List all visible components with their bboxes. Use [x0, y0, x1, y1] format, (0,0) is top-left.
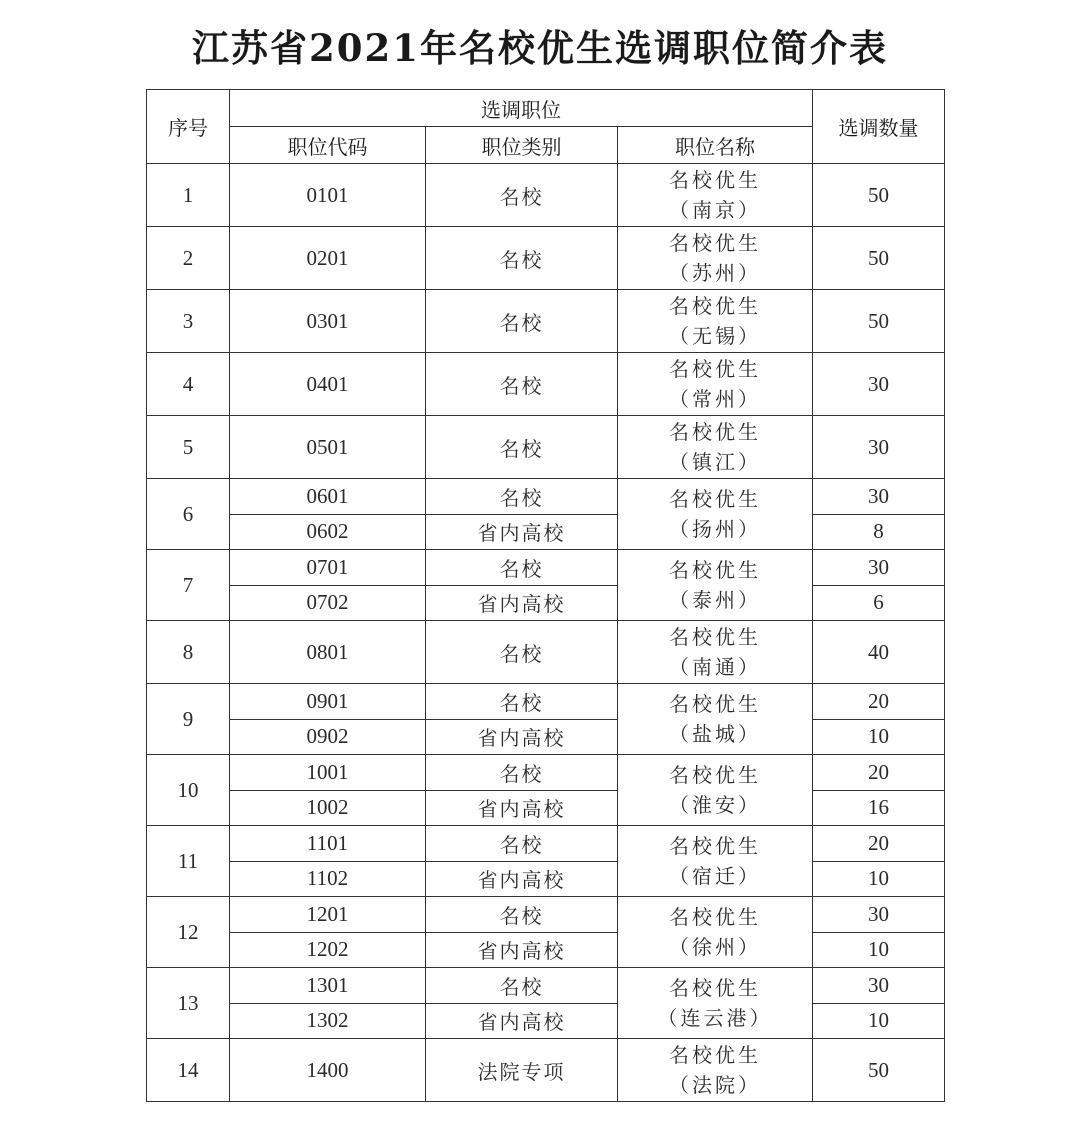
cell-position-name	[618, 550, 813, 621]
position-name-line1: 名校优生	[669, 294, 761, 318]
cell-category: 名校	[426, 755, 618, 791]
cell-seq: 13	[147, 968, 230, 1039]
position-name-line2: （徐州）	[669, 935, 761, 959]
cell-category: 省内高校	[426, 585, 618, 621]
cell-category: 名校	[426, 416, 618, 479]
header-seq: 序号	[147, 90, 230, 164]
cell-category: 名校	[426, 968, 618, 1004]
position-name-line2: （泰州）	[669, 588, 761, 612]
cell-count: 10	[813, 1003, 945, 1039]
cell-position-name	[618, 755, 813, 826]
table-row	[147, 790, 945, 826]
cell-count: 20	[813, 826, 945, 862]
table-row	[147, 164, 945, 227]
cell-seq: 2	[147, 227, 230, 290]
position-name-line1: 名校优生	[669, 558, 761, 582]
header-category: 职位类别	[426, 127, 618, 164]
cell-category: 省内高校	[426, 861, 618, 897]
cell-code: 1301	[230, 968, 426, 1004]
cell-code: 0702	[230, 585, 426, 621]
table-row	[147, 227, 945, 290]
cell-count: 16	[813, 790, 945, 826]
cell-category: 名校	[426, 826, 618, 862]
cell-code: 1001	[230, 755, 426, 791]
cell-position-name	[618, 621, 813, 684]
cell-seq: 11	[147, 826, 230, 897]
cell-code: 0602	[230, 514, 426, 550]
table-header	[147, 90, 945, 164]
cell-position-name	[618, 353, 813, 416]
cell-code: 0901	[230, 684, 426, 720]
position-name-line1: 名校优生	[669, 487, 761, 511]
cell-count: 30	[813, 416, 945, 479]
cell-code: 1202	[230, 932, 426, 968]
position-name-line1: 名校优生	[669, 1043, 761, 1067]
cell-category: 名校	[426, 550, 618, 586]
table-row	[147, 684, 945, 720]
cell-position-name	[618, 290, 813, 353]
position-name-line2: （扬州）	[669, 517, 761, 541]
position-name-line2: （无锡）	[669, 324, 761, 348]
position-name-line2: （盐城）	[669, 722, 761, 746]
cell-count: 50	[813, 164, 945, 227]
position-name-line2: （苏州）	[669, 261, 761, 285]
cell-count: 10	[813, 719, 945, 755]
cell-code: 0301	[230, 290, 426, 353]
cell-category: 省内高校	[426, 514, 618, 550]
position-name-line2: （连云港）	[657, 1006, 773, 1030]
cell-position-name	[618, 416, 813, 479]
cell-seq: 7	[147, 550, 230, 621]
cell-count: 8	[813, 514, 945, 550]
cell-seq: 6	[147, 479, 230, 550]
table-row	[147, 353, 945, 416]
cell-count: 20	[813, 755, 945, 791]
position-name-line2: （法院）	[669, 1073, 761, 1097]
cell-position-name	[618, 164, 813, 227]
table-row	[147, 514, 945, 550]
cell-code: 1102	[230, 861, 426, 897]
cell-code: 0801	[230, 621, 426, 684]
header-position-group: 选调职位	[230, 90, 813, 127]
cell-seq: 8	[147, 621, 230, 684]
table-row	[147, 826, 945, 862]
cell-count: 30	[813, 550, 945, 586]
cell-category: 名校	[426, 164, 618, 227]
cell-category: 名校	[426, 227, 618, 290]
cell-code: 1101	[230, 826, 426, 862]
table-row	[147, 1039, 945, 1102]
cell-category: 名校	[426, 353, 618, 416]
position-name-line1: 名校优生	[669, 168, 761, 192]
position-name-line1: 名校优生	[669, 231, 761, 255]
cell-seq: 12	[147, 897, 230, 968]
table-row	[147, 755, 945, 791]
cell-category: 省内高校	[426, 790, 618, 826]
position-name-line2: （常州）	[669, 387, 761, 411]
table-row	[147, 968, 945, 1004]
position-name-line2: （南京）	[669, 198, 761, 222]
cell-count: 10	[813, 932, 945, 968]
table-row	[147, 897, 945, 933]
position-name-line2: （镇江）	[669, 450, 761, 474]
cell-category: 省内高校	[426, 1003, 618, 1039]
cell-code: 0501	[230, 416, 426, 479]
table-row	[147, 861, 945, 897]
position-name-line1: 名校优生	[669, 976, 761, 1000]
cell-category: 法院专项	[426, 1039, 618, 1102]
cell-count: 20	[813, 684, 945, 720]
cell-code: 0601	[230, 479, 426, 515]
cell-position-name	[618, 227, 813, 290]
cell-count: 10	[813, 861, 945, 897]
position-name-line1: 名校优生	[669, 357, 761, 381]
table-row	[147, 621, 945, 684]
position-name-line1: 名校优生	[669, 905, 761, 929]
page-title: 江苏省2021年名校优生选调职位简介表	[192, 26, 888, 70]
cell-count: 30	[813, 897, 945, 933]
cell-code: 1201	[230, 897, 426, 933]
cell-seq: 4	[147, 353, 230, 416]
cell-category: 名校	[426, 621, 618, 684]
table-row	[147, 1003, 945, 1039]
cell-seq: 1	[147, 164, 230, 227]
cell-count: 50	[813, 227, 945, 290]
cell-seq: 5	[147, 416, 230, 479]
cell-code: 0701	[230, 550, 426, 586]
cell-position-name	[618, 826, 813, 897]
cell-category: 名校	[426, 684, 618, 720]
cell-count: 6	[813, 585, 945, 621]
cell-code: 1302	[230, 1003, 426, 1039]
cell-category: 名校	[426, 479, 618, 515]
cell-code: 1002	[230, 790, 426, 826]
position-name-line2: （淮安）	[669, 793, 761, 817]
table-row	[147, 719, 945, 755]
cell-count: 30	[813, 479, 945, 515]
cell-category: 名校	[426, 897, 618, 933]
table-row	[147, 290, 945, 353]
cell-position-name	[618, 479, 813, 550]
cell-category: 省内高校	[426, 719, 618, 755]
table-row	[147, 416, 945, 479]
header-count: 选调数量	[813, 90, 945, 164]
cell-code: 0101	[230, 164, 426, 227]
position-name-line2: （南通）	[669, 655, 761, 679]
table-row	[147, 932, 945, 968]
cell-count: 50	[813, 1039, 945, 1102]
position-name-line1: 名校优生	[669, 834, 761, 858]
cell-code: 0902	[230, 719, 426, 755]
cell-category: 省内高校	[426, 932, 618, 968]
position-name-line1: 名校优生	[669, 420, 761, 444]
table-row	[147, 585, 945, 621]
cell-code: 1400	[230, 1039, 426, 1102]
cell-seq: 14	[147, 1039, 230, 1102]
cell-seq: 9	[147, 684, 230, 755]
table-body	[147, 164, 945, 1102]
cell-code: 0201	[230, 227, 426, 290]
cell-position-name	[618, 684, 813, 755]
cell-count: 40	[813, 621, 945, 684]
cell-position-name	[618, 1039, 813, 1102]
cell-seq: 3	[147, 290, 230, 353]
position-name-line2: （宿迁）	[669, 864, 761, 888]
header-name: 职位名称	[618, 127, 813, 164]
cell-count: 30	[813, 968, 945, 1004]
position-name-line1: 名校优生	[669, 763, 761, 787]
cell-count: 30	[813, 353, 945, 416]
positions-table	[146, 89, 945, 1102]
cell-seq: 10	[147, 755, 230, 826]
cell-position-name	[618, 968, 813, 1039]
cell-category: 名校	[426, 290, 618, 353]
position-name-line1: 名校优生	[669, 625, 761, 649]
table-row	[147, 550, 945, 586]
position-name-line1: 名校优生	[669, 692, 761, 716]
cell-code: 0401	[230, 353, 426, 416]
table-row	[147, 479, 945, 515]
header-code: 职位代码	[230, 127, 426, 164]
cell-count: 50	[813, 290, 945, 353]
cell-position-name	[618, 897, 813, 968]
